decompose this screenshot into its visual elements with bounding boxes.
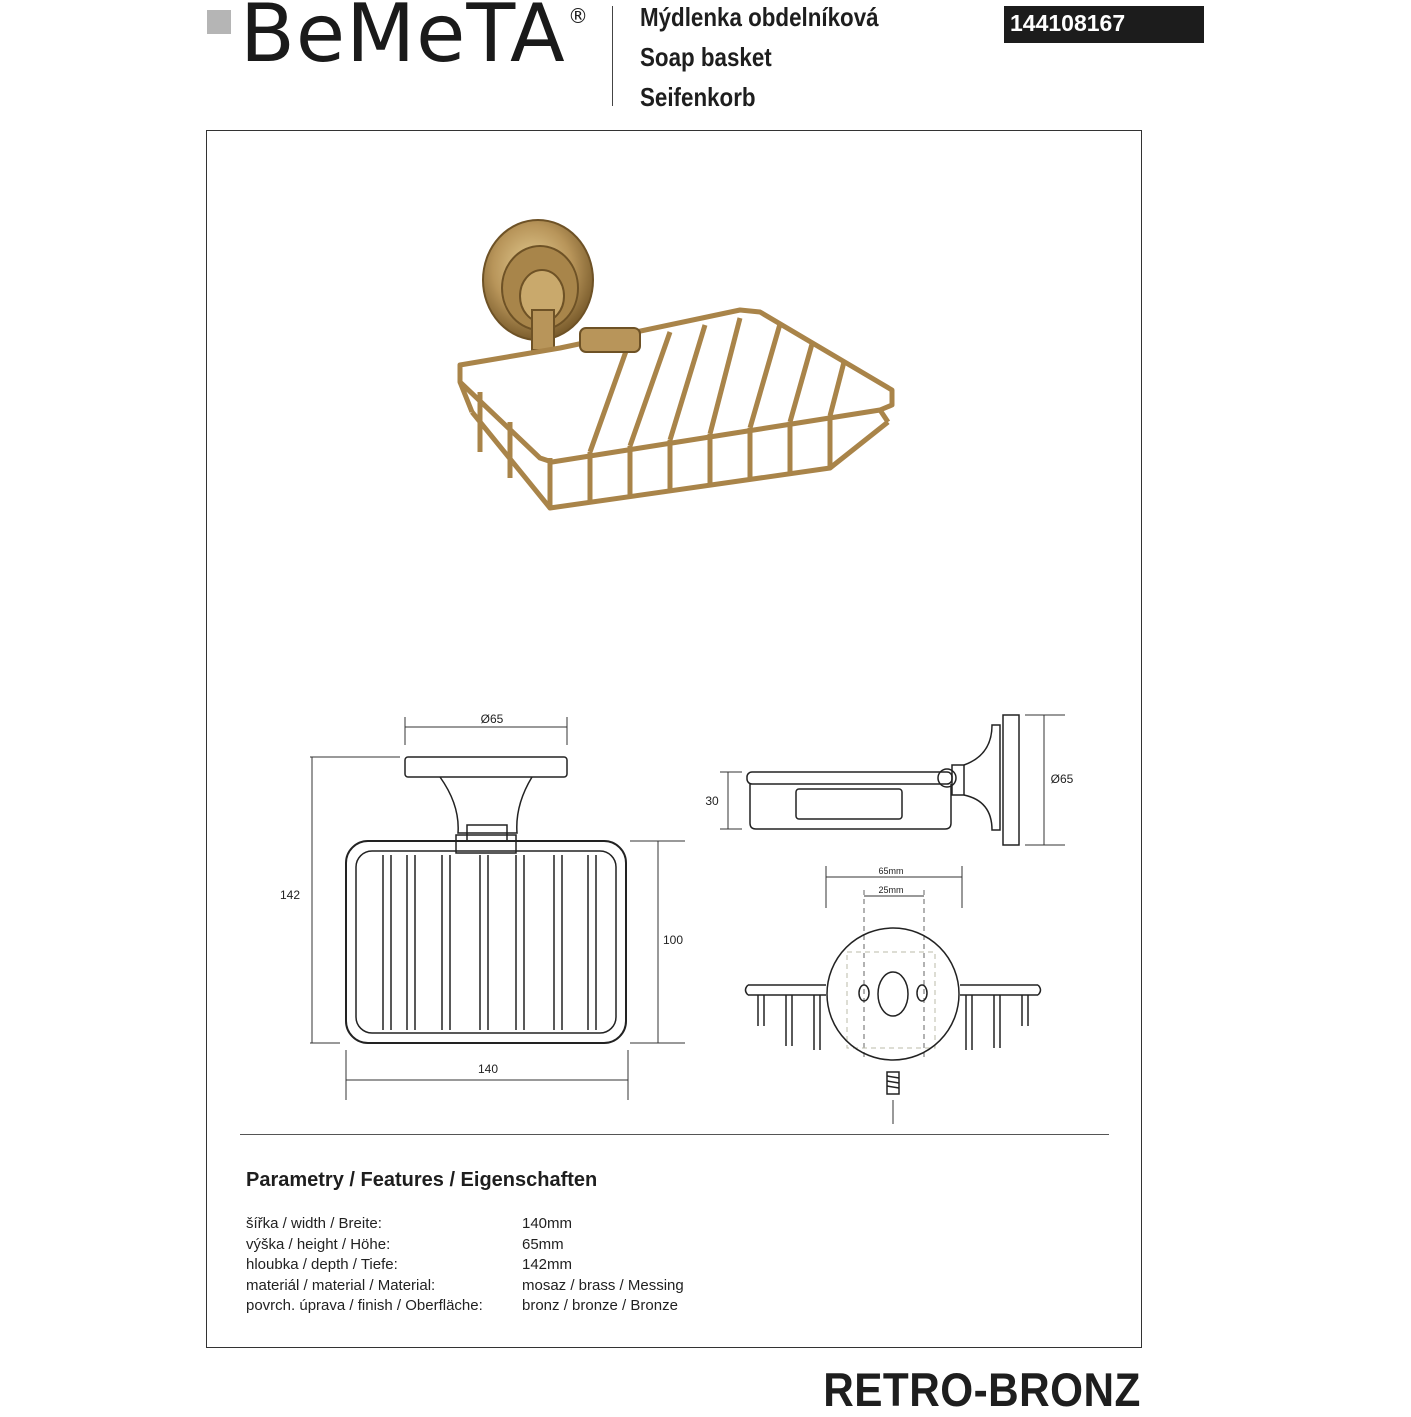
mounting-drawing	[740, 860, 1050, 1130]
spec-label-width: šířka / width / Breite:	[246, 1215, 382, 1232]
dim-width: 140	[477, 1062, 499, 1076]
dim-mount-inner: 25mm	[878, 885, 904, 895]
section-divider	[240, 1134, 1109, 1135]
dim-diameter-side: Ø65	[1050, 772, 1074, 786]
series-name: RETRO-BRONZ	[823, 1363, 1141, 1416]
header-divider	[612, 6, 613, 106]
side-view-drawing	[700, 705, 1090, 855]
dim-side-height: 30	[705, 794, 719, 808]
product-photo	[440, 200, 920, 540]
spec-value-width: 140mm	[522, 1215, 573, 1232]
dim-basket-height: 100	[662, 933, 684, 947]
logo-mark	[207, 10, 231, 34]
spec-value-height: 65mm	[522, 1236, 564, 1253]
title-czech: Mýdlenka obdelníková	[640, 2, 879, 32]
basket-holder-arm	[580, 328, 640, 352]
spec-label-height: výška / height / Höhe:	[246, 1236, 391, 1253]
spec-value-material: mosaz / brass / Messing	[522, 1277, 684, 1294]
features-title: Parametry / Features / Eigenschaften	[246, 1169, 598, 1191]
front-view-drawing	[270, 705, 700, 1115]
product-code: 144108167	[1004, 6, 1204, 43]
dim-diameter-front: Ø65	[480, 712, 504, 726]
wire-basket	[460, 310, 892, 508]
spec-value-depth: 142mm	[522, 1256, 573, 1273]
brand-logo: BeMeTA	[240, 0, 566, 80]
title-english: Soap basket	[640, 42, 772, 72]
dim-mount-outer: 65mm	[878, 866, 904, 876]
spec-label-finish: povrch. úprava / finish / Oberfläche:	[246, 1297, 483, 1314]
registered-mark: ®	[568, 4, 588, 28]
spec-label-depth: hloubka / depth / Tiefe:	[246, 1256, 398, 1273]
title-german: Seifenkorb	[640, 82, 756, 112]
spec-value-finish: bronz / bronze / Bronze	[522, 1297, 678, 1314]
spec-label-material: materiál / material / Material:	[246, 1277, 436, 1294]
dim-total-height: 142	[279, 888, 301, 902]
wall-rosette	[483, 220, 593, 350]
